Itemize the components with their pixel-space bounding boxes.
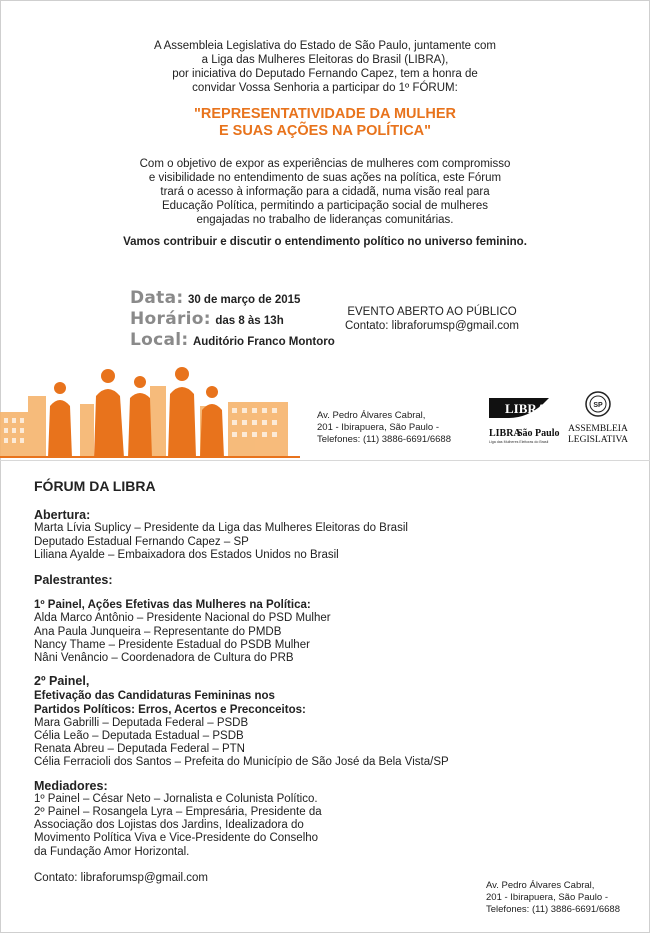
description-line: trará o acesso à informação para a cidadã, numa visão real para (160, 186, 490, 198)
place-value: Auditório Franco Montoro (192, 336, 335, 348)
panel1-speaker: Nancy Thame – Presidente Estadual do PSDB Mulher (34, 638, 310, 651)
alesp-logo (567, 390, 633, 446)
date-row (130, 288, 300, 308)
program (34, 480, 634, 885)
opening-line: Liliana Ayalde – Embaixadora dos Estados Unidos no Brasil (34, 548, 339, 561)
panel2-heading: 2º Painel, (34, 674, 90, 689)
intro-line: por iniciativa do Deputado Fernando Capez, tem a honra de (172, 68, 478, 80)
panel1-speaker: Alda Marco Antônio – Presidente Nacional do PSD Mulher (34, 612, 331, 625)
mediator-line: da Fundação Amor Horizontal. (34, 845, 190, 858)
panel2-speaker: Mara Gabrilli – Deputada Federal – PSDB (34, 716, 249, 729)
description-line: e visibilidade no entendimento de suas ações na política, este Fórum (148, 172, 502, 184)
event-title-line: "REPRESENTATIVIDADE DA MULHER (194, 106, 456, 122)
contact-email-bottom: Contato: libraforumsp@gmail.com (34, 871, 209, 884)
call-to-action: Vamos contribuir e discutir o entendimento político no universo feminino. (123, 236, 527, 248)
speakers-heading: Palestrantes: (34, 573, 113, 588)
mediators-heading: Mediadores: (34, 778, 108, 793)
place-row (130, 330, 335, 350)
panel2-subheading: Partidos Políticos: Erros, Acertos e Preconceitos: (34, 703, 306, 716)
description-line: Educação Política, permitindo a participação social de mulheres (161, 200, 488, 212)
address-line: Av. Pedro Álvares Cabral, (486, 880, 595, 891)
time-row (130, 309, 284, 329)
time-value: das 8 às 13h (215, 315, 284, 327)
libra-logo-tagline: Liga das Mulheres Eleitoras do Brasil (489, 440, 549, 444)
panel1-speaker: Nâni Venâncio – Coordenadora de Cultura do PRB (34, 652, 294, 665)
invitation-description (0, 157, 650, 227)
address-top (317, 410, 451, 446)
alesp-line2: LEGISLATIVA (568, 435, 628, 445)
address-line: 201 - Ibirapuera, São Paulo - (486, 892, 608, 903)
event-title-line: E SUAS AÇÕES NA POLÍTICA" (218, 123, 432, 139)
address-line: 201 - Ibirapuera, São Paulo - (317, 422, 439, 433)
libra-logo-name-repeat: LIBRA (489, 428, 521, 439)
address-bottom (486, 880, 620, 916)
mediator-line: Associação dos Lojistas dos Jardins, Idealizadora do (34, 819, 304, 832)
women-skyline-illustration (0, 366, 300, 458)
panel2-speaker: Célia Leão – Deputada Estadual – PSDB (34, 730, 244, 743)
date-label: Data: (130, 288, 184, 308)
event-open-info (345, 305, 519, 333)
panel2-speaker: Renata Abreu – Deputada Federal – PTN (34, 743, 245, 756)
intro-line: convidar Vossa Senhoria a participar do 1º FÓRUM: (192, 82, 458, 94)
panel1-speaker: Ana Paula Junqueira – Representante do PMDB (34, 625, 282, 638)
section-divider (0, 460, 650, 461)
libra-logo (487, 394, 560, 446)
program-title: FÓRUM DA LIBRA (34, 478, 156, 494)
time-label: Horário: (130, 309, 211, 329)
mediator-line: 2º Painel – Rosangela Lyra – Empresária, Presidente da (34, 806, 322, 819)
libra-logo-city: São Paulo (517, 428, 560, 439)
mediator-line: 1º Painel – César Neto – Jornalista e Colunista Político. (34, 792, 318, 805)
opening-heading: Abertura: (34, 508, 91, 523)
address-line: Telefones: (11) 3886-6691/6688 (486, 904, 620, 915)
libra-logo-name: LIBRA (505, 401, 547, 416)
address-line: Av. Pedro Álvares Cabral, (317, 410, 426, 421)
alesp-seal: SP (593, 402, 603, 409)
alesp-line1: ASSEMBLEIA (568, 424, 628, 434)
address-line: Telefones: (11) 3886-6691/6688 (317, 434, 451, 445)
panel2-subheading: Efetivação das Candidaturas Femininas nos (34, 690, 275, 703)
description-line: engajadas no trabalho de lideranças comunitárias. (196, 214, 454, 226)
intro-line: a Liga das Mulheres Eleitoras do Brasil (LIBRA), (201, 54, 449, 66)
opening-line: Marta Lívia Suplicy – Presidente da Liga das Mulheres Eleitoras do Brasil (34, 522, 408, 535)
open-event-text: EVENTO ABERTO AO PÚBLICO (347, 306, 517, 318)
contact-email-top: Contato: libraforumsp@gmail.com (345, 320, 520, 332)
place-label: Local: (130, 330, 189, 350)
description-line: Com o objetivo de expor as experiências de mulheres com compromisso (139, 158, 511, 170)
panel1-heading: 1º Painel, Ações Efetivas das Mulheres na Política: (34, 599, 311, 612)
panel2-speaker: Célia Ferracioli dos Santos – Prefeita do Município de São José da Bela Vista/SP (34, 756, 449, 769)
invitation-intro (0, 39, 650, 95)
event-title (0, 106, 650, 140)
date-value: 30 de março de 2015 (187, 294, 301, 306)
opening-line: Deputado Estadual Fernando Capez – SP (34, 535, 249, 548)
mediator-line: Movimento Política Viva e Vice-Presidente do Conselho (34, 832, 319, 845)
intro-line: A Assembleia Legislativa do Estado de São Paulo, juntamente com (153, 40, 497, 52)
